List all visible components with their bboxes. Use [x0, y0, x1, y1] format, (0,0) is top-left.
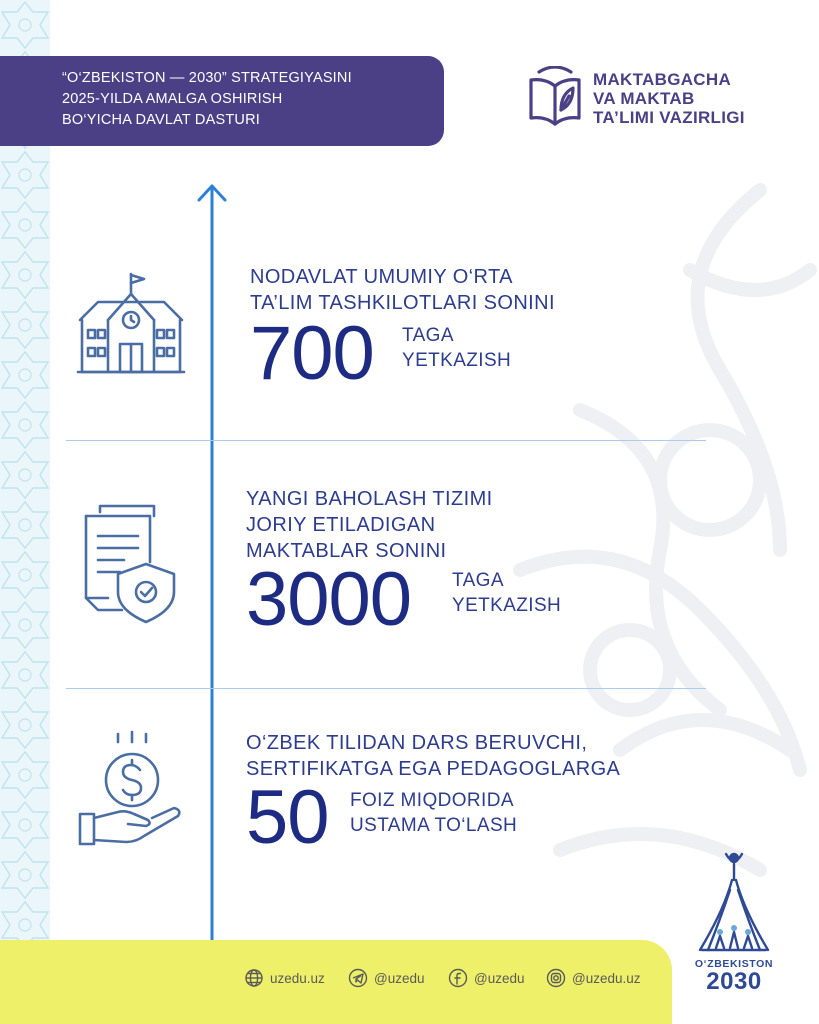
- item-unit: [452, 568, 561, 618]
- timeline-arrow: [196, 182, 228, 1024]
- ministry-name: [593, 70, 745, 127]
- strategy-label-line: O‘ZBEKISTON: [694, 958, 774, 970]
- item-unit-line: FOIZ MIQDORIDA: [350, 790, 514, 811]
- ministry-name-line: TA’LIMI VAZIRLIGI: [593, 108, 745, 127]
- item-label-line: NODAVLAT UMUMIY O‘RTA: [250, 266, 513, 288]
- strategy-label-year: 2030: [706, 968, 762, 995]
- website-link[interactable]: [244, 968, 325, 988]
- item-label: [250, 264, 555, 316]
- telegram-icon: [348, 968, 368, 988]
- telegram-link[interactable]: [348, 968, 425, 988]
- item-value: 700: [250, 311, 374, 396]
- item-label-line: O‘ZBEK TILIDAN DARS BERUVCHI,: [246, 732, 588, 754]
- program-title: [62, 68, 432, 131]
- item-label-line: YANGI BAHOLASH TIZIMI: [246, 488, 493, 510]
- website-link-text: uzedu.uz: [270, 970, 325, 986]
- book-leaf-logo-icon: [527, 66, 583, 128]
- hand-coin-icon: [78, 730, 184, 846]
- section-divider: [66, 688, 706, 689]
- uzbekistan-2030-logo-icon: [694, 850, 774, 962]
- item-unit-line: USTAMA TO‘LASH: [350, 815, 518, 836]
- item-label-line: SERTIFIKATGA EGA PEDAGOGLARGA: [246, 758, 621, 780]
- item-label: [246, 486, 493, 564]
- program-title-line: “O‘ZBEKISTON — 2030” STRATEGIYASINI: [62, 70, 352, 86]
- instagram-icon: [546, 968, 566, 988]
- item-unit-line: YETKAZISH: [402, 350, 512, 371]
- instagram-link-text: @uzedu.uz: [572, 970, 641, 986]
- item-unit: [350, 788, 517, 838]
- item-unit-line: TAGA: [402, 325, 454, 346]
- program-title-line: BO‘YICHA DAVLAT DASTURI: [62, 112, 260, 128]
- item-value: 50: [246, 775, 329, 860]
- telegram-link-text: @uzedu: [374, 970, 425, 986]
- instagram-link[interactable]: [546, 968, 641, 988]
- globe-icon: [244, 968, 264, 988]
- item-value: 3000: [246, 557, 412, 642]
- item-label-line: TA’LIM TASHKILOTLARI SONINI: [250, 292, 555, 314]
- item-unit-line: TAGA: [452, 570, 504, 591]
- strategy-2030-label: [688, 958, 780, 994]
- ministry-name-line: MAKTABGACHA: [593, 70, 732, 89]
- facebook-link[interactable]: [448, 968, 525, 988]
- decorative-pattern-strip: [0, 0, 50, 1024]
- program-title-line: 2025-YILDA AMALGA OSHIRISH: [62, 91, 283, 107]
- item-label-line: MAKTABLAR SONINI: [246, 540, 447, 562]
- item-unit-line: YETKAZISH: [452, 595, 562, 616]
- item-unit: [402, 323, 511, 373]
- facebook-link-text: @uzedu: [474, 970, 525, 986]
- ministry-name-line: VA MAKTAB: [593, 89, 695, 108]
- document-shield-icon: [84, 502, 180, 624]
- school-building-icon: [76, 272, 186, 376]
- item-label-line: JORIY ETILADIGAN: [246, 514, 436, 536]
- facebook-icon: [448, 968, 468, 988]
- section-divider: [66, 440, 706, 441]
